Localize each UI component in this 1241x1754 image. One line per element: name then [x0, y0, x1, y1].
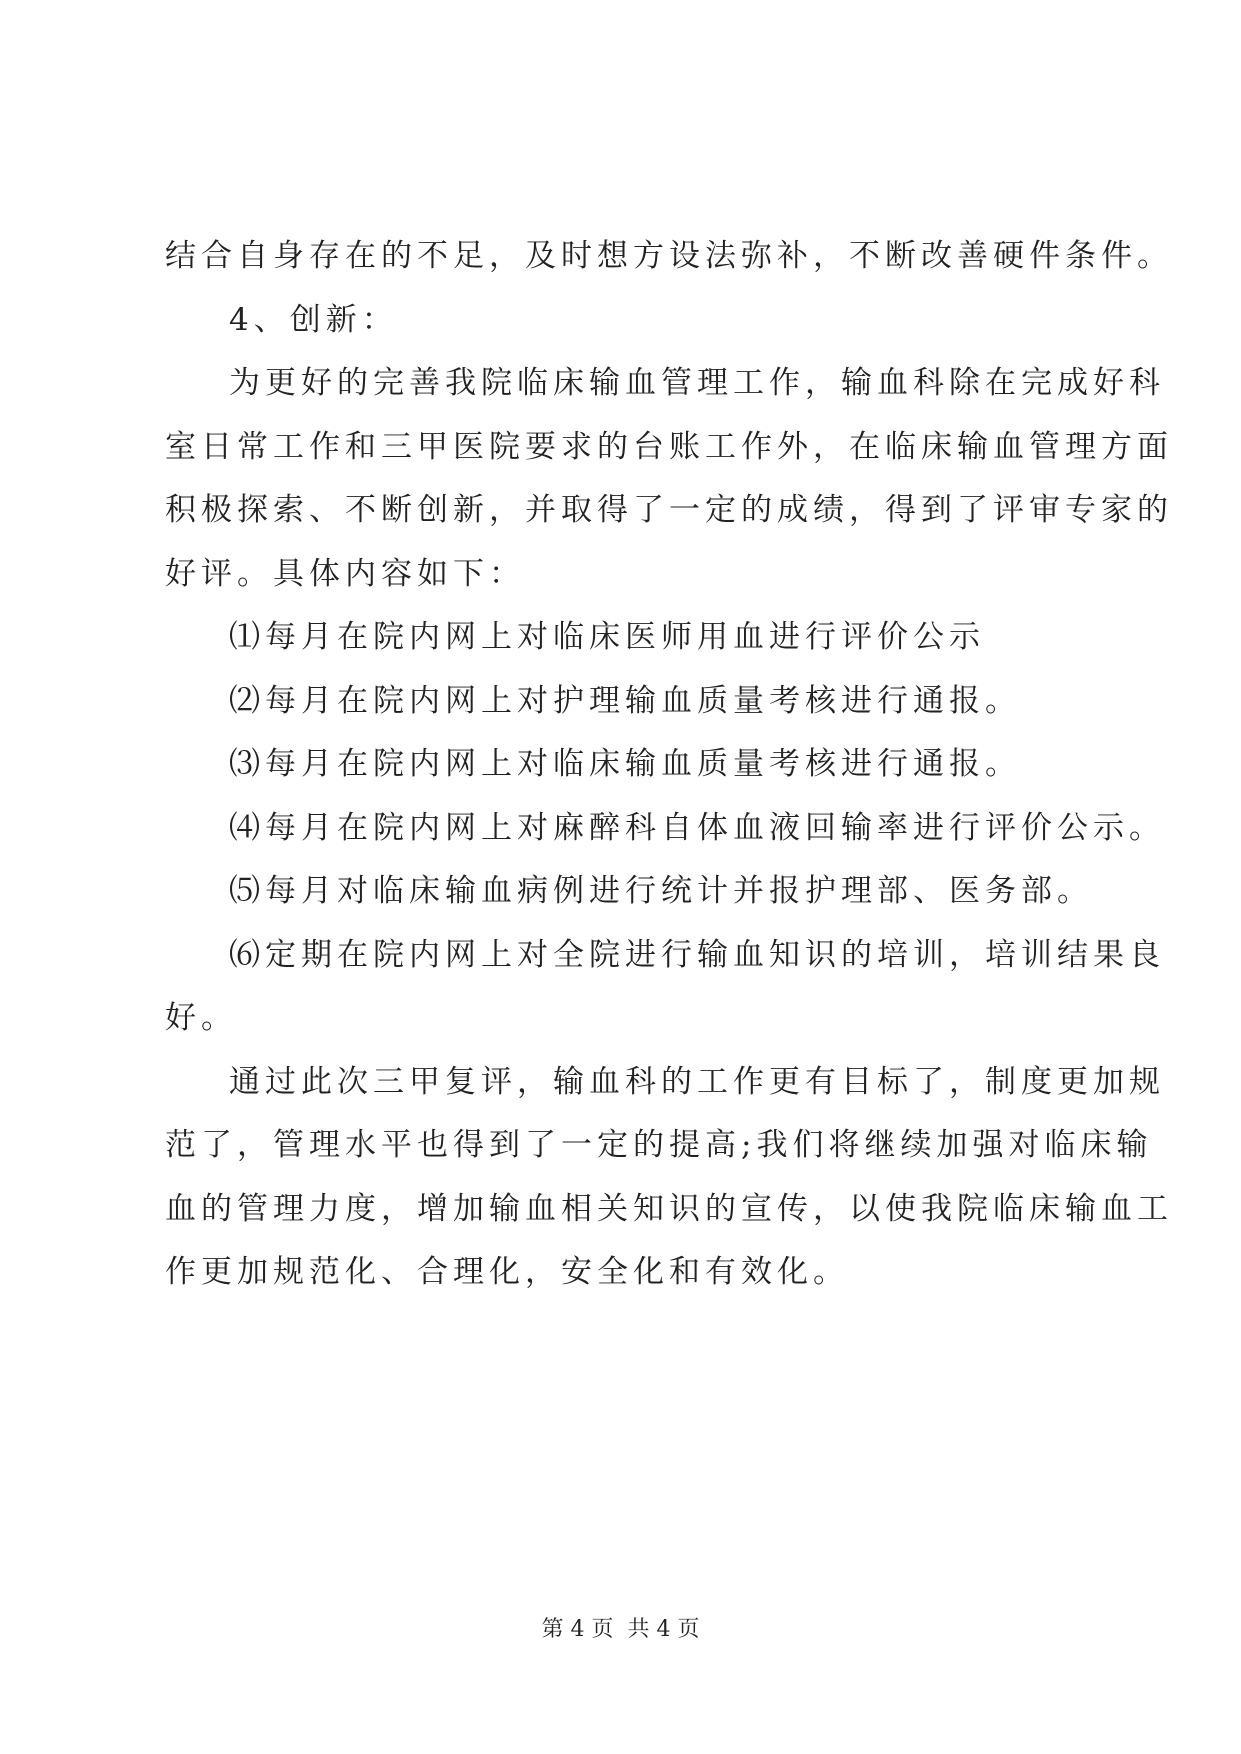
list-item: ⑸每月对临床输血病例进行统计并报护理部、医务部。	[229, 873, 1093, 909]
paragraph-line: 血的管理力度，增加输血相关知识的宣传，以使我院临床输血工	[165, 1190, 1173, 1227]
page-total: 共 4 页	[627, 1617, 700, 1642]
paragraph-line: 4、创新：	[229, 301, 398, 338]
paragraph-line: 为更好的完善我院临床输血管理工作，输血科除在完成好科	[229, 365, 1165, 401]
list-item: ⑹定期在院内网上对全院进行输血知识的培训，培训结果良	[229, 936, 1165, 973]
paragraph-line: 结合自身存在的不足，及时想方设法弥补，不断改善硬件条件。	[165, 238, 1173, 274]
paragraph-line: 室日常工作和三甲医院要求的台账工作外，在临床输血管理方面	[165, 428, 1173, 465]
paragraph-line: 通过此次三甲复评，输血科的工作更有目标了，制度更加规	[229, 1063, 1165, 1100]
list-item: ⑶每月在院内网上对临床输血质量考核进行通报。	[229, 746, 1021, 782]
list-item: ⑵每月在院内网上对护理输血质量考核进行通报。	[229, 682, 1021, 719]
page-number: 第 4 页	[541, 1617, 614, 1642]
page-footer	[0, 1615, 1241, 1645]
paragraph-line: 作更加规范化、合理化，安全化和有效化。	[165, 1254, 849, 1290]
paragraph-line: 好评。具体内容如下：	[165, 555, 525, 592]
paragraph-line: 范了，管理水平也得到了一定的提高;我们将继续加强对临床输	[165, 1127, 1153, 1163]
list-item: 好。	[165, 1000, 237, 1036]
list-item: ⑴每月在院内网上对临床医师用血进行评价公示	[229, 619, 985, 655]
document-body	[165, 225, 1173, 1305]
list-item: ⑷每月在院内网上对麻醉科自体血液回输率进行评价公示。	[229, 809, 1165, 846]
paragraph-line: 积极探索、不断创新，并取得了一定的成绩，得到了评审专家的	[165, 492, 1173, 528]
